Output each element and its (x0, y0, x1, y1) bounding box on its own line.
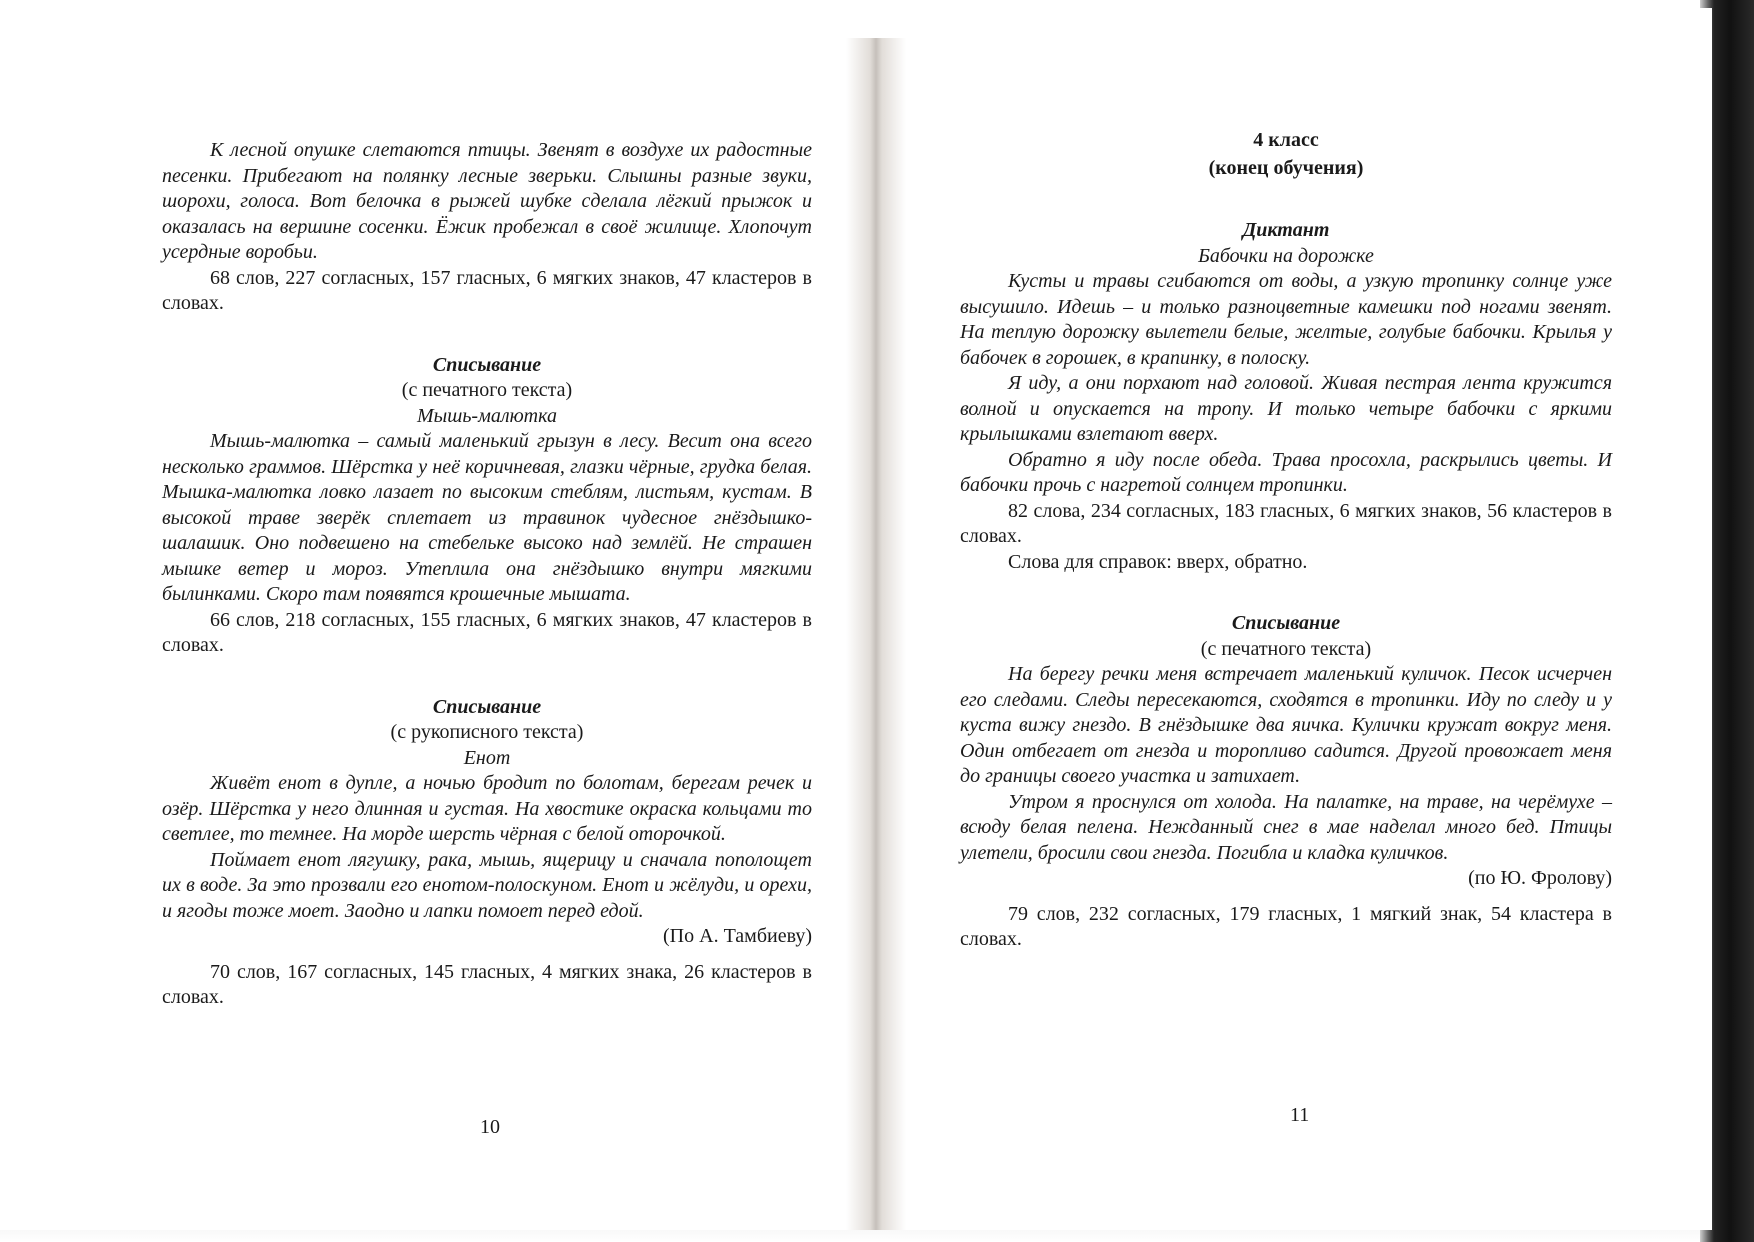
text-title: Бабочки на дорожке (1198, 244, 1374, 267)
book-spread (0, 8, 1712, 1230)
intro-text: К лесной опушке слетаются птицы. Звенят в воздухе их радостные песенки. Прибегают на полянку лесные зверьки. Слышны разные звуки, шорохи, голоса. Вот белочка в рыжей шубке сделала лёгкий прыжок и оказалась на вершине сосенки. Ёжик пробежал в своё жилище. Хлопочут усердные воробьи. (162, 139, 812, 263)
page-number-right: 11 (1290, 1104, 1310, 1126)
section-heading: Списывание (432, 695, 542, 718)
text-title: Мышь-малютка (417, 404, 557, 427)
section-heading: Диктант (1242, 219, 1330, 241)
text-stats: 66 слов, 218 согласных, 155 гласных, 6 мягких знаков, 47 кластеров в словах. (162, 608, 812, 656)
author-attribution: (по Ю. Фролову) (1468, 867, 1612, 889)
right-page (960, 126, 1612, 953)
section-heading: Списывание (432, 353, 542, 376)
text-body: Я иду, а они порхают над головой. Живая пестрая лента кружится волной и опускается на тропу. И только четыре бабочки с яркими крылышками взлетают вверх. (960, 372, 1612, 445)
page-number-left: 10 (480, 1116, 500, 1138)
text-title: Енот (463, 746, 511, 769)
section-subheading: (с печатного текста) (1200, 637, 1372, 660)
section-subheading: (с печатного текста) (401, 379, 573, 401)
intro-stats: 68 слов, 227 согласных, 157 гласных, 6 мягких знаков, 47 кластеров в словах. (162, 266, 812, 314)
grade-title: 4 класс (1253, 129, 1319, 151)
grade-note: (конец обучения) (1208, 157, 1364, 179)
left-page (162, 138, 812, 1011)
text-stats: 70 слов, 167 согласных, 145 гласных, 4 мягких знака, 26 кластеров в словах. (162, 960, 812, 1008)
section-subheading: (с рукописного текста) (390, 721, 584, 743)
text-body: Утром я проснулся от холода. На палатке, на траве, на черёмухе – всюду белая пелена. Нежданный снег в мае наделал много бед. Птицы улетели, бросили свои гнезда. Погибла и кладка куличков. (960, 790, 1612, 864)
text-body: Обратно я иду после обеда. Трава просохла, раскрылись цветы. И бабочки прочь с нагретой солнцем тропинки. (960, 448, 1612, 496)
text-stats: 79 слов, 232 согласных, 179 гласных, 1 мягкий знак, 54 кластера в словах. (960, 902, 1612, 950)
text-body: Живёт енот в дупле, а ночью бродит по болотам, берегам речек и озёр. Шёрстка у него длинная и густая. На хвостике окраска кольцами то светлее, то темнее. На морде шерсть чёрная с белой оторочкой. (162, 772, 812, 845)
text-body: Кусты и травы сгибаются от воды, а узкую тропинку солнце уже высушило. Идешь – и только разноцветные камешки под ногами звенят. На теплую дорожку вылетели белые, желтые, голубые бабочки. Крылья у бабочек в горошек, в крапинку, в полоску. (960, 270, 1612, 369)
text-body: Мышь-малютка – самый маленький грызун в лесу. Весит она всего несколько граммов. Шёрстка у неё коричневая, глазки чёрные, грудка белая. Мышка-малютка ловко лазает по высоким стеблям, листьям, кустам. В высокой траве зверёк сплетает из травинок чудесное гнёздышко-шалашик. Оно подвешено на стебельке высоко над землёй. Не страшен мышке ветер и мороз. Утеплила она гнёздышко внутри мягкими былинками. Скоро там появятся крошечные мышата. (162, 430, 812, 605)
reference-words: Слова для справок: вверх, обратно. (1008, 550, 1308, 573)
section-heading: Списывание (1231, 612, 1341, 634)
text-body: Поймает енот лягушку, рака, мышь, ящерицу и сначала пополощет их в воде. За это прозвали его енотом-полоскуном. Енот и жёлуди, и орехи, и ягоды тоже моет. Заодно и лапки помоет перед едой. (162, 848, 812, 922)
author-attribution: (По А. Тамбиеву) (663, 925, 812, 947)
book-gutter (846, 38, 906, 1230)
text-body: На берегу речки меня встречает маленький куличок. Песок исчерчен его следами. Следы пересекаются, сходятся в тропинки. Иду по следу и у куста вижу гнездо. В гнёздышке два яичка. Кулички кружат вокруг меня. Один отбегает от гнезда и торопливо садится. Другой провожает меня до границы своего участка и затихает. (960, 663, 1612, 787)
text-stats: 82 слова, 234 согласных, 183 гласных, 6 мягких знаков, 56 кластеров в словах. (960, 499, 1612, 547)
